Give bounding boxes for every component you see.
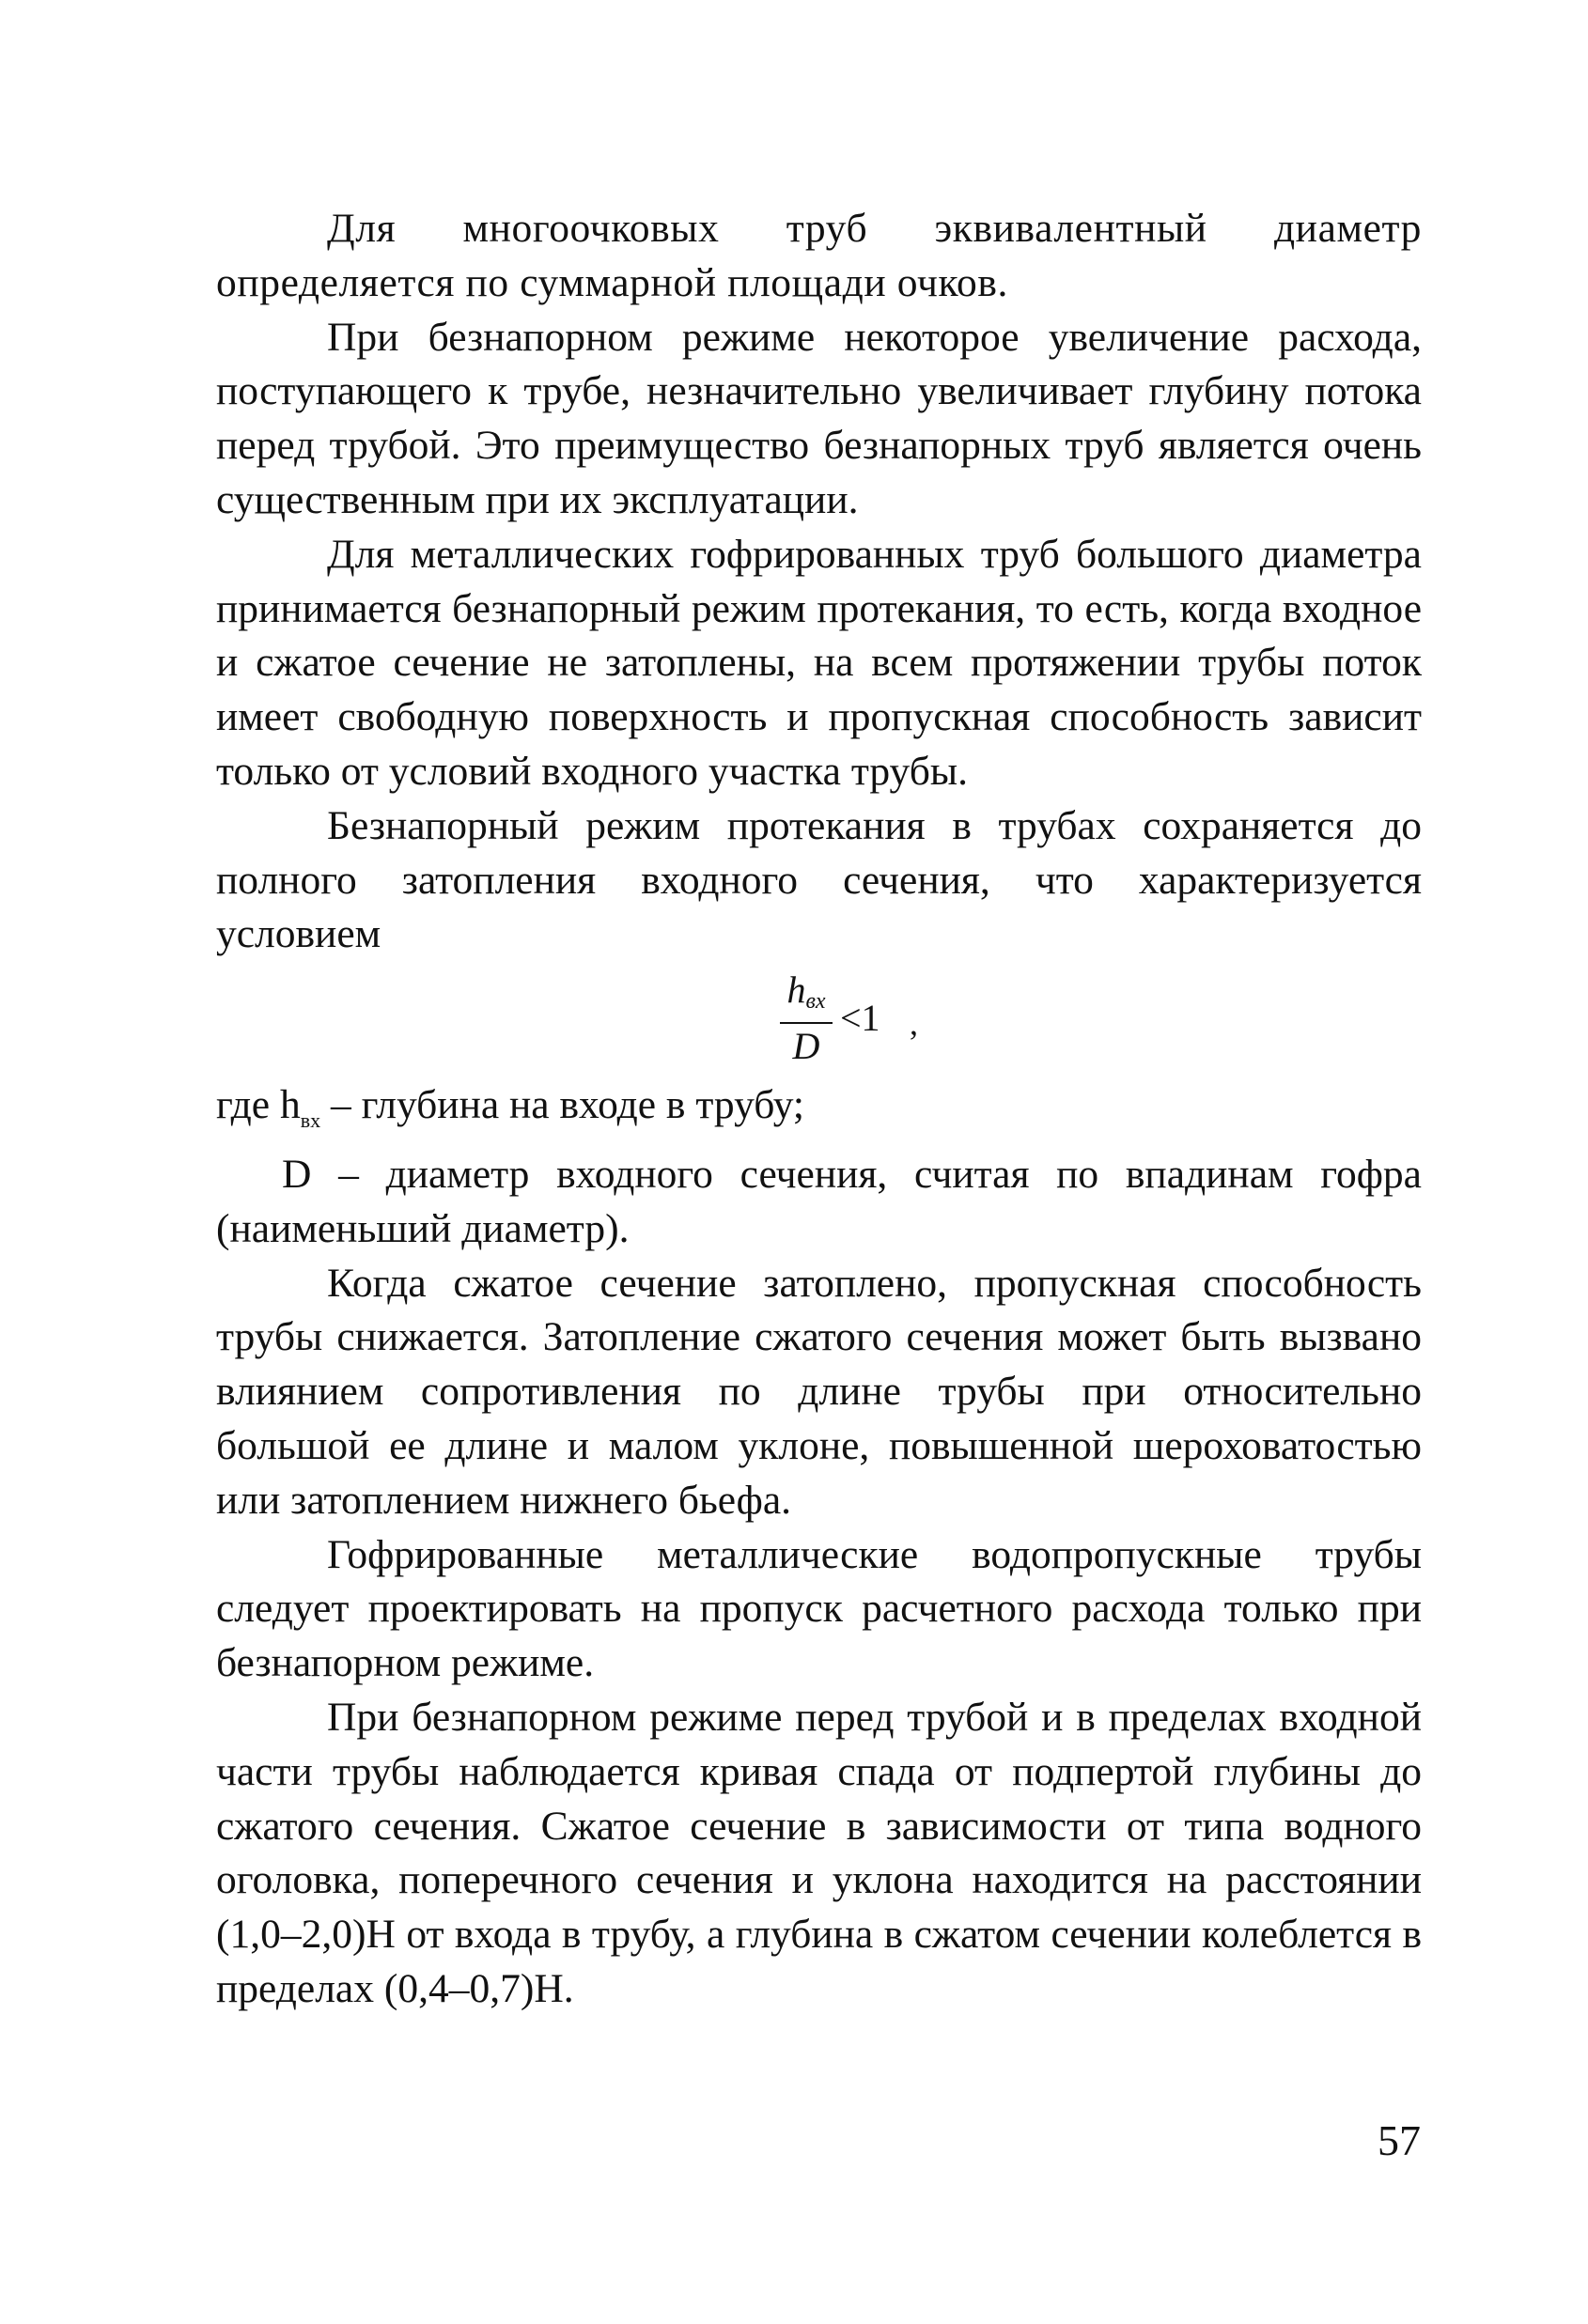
formula-numerator-var: h	[786, 968, 806, 1012]
paragraph-free-flow-condition: Безнапорный режим протекания в трубах сохраняется до полного затопления входного сечения, что характеризуется условием	[216, 802, 1422, 957]
formula-relation: <1	[840, 997, 880, 1040]
where-definition-h	[216, 1078, 1422, 1148]
formula-fraction	[780, 969, 833, 1069]
page-number: 57	[1378, 2116, 1421, 2164]
paragraph-corrugated-pipes: Для металлических гофрированных труб большого диаметра принимается безнапорный режим протекания, то есть, когда входное и сжатое сечение не затоплены, на всем протяжении трубы поток имеет свободную поверхность и пропускная способность зависит только от условий входного участка трубы.	[216, 531, 1422, 794]
paragraph-drawdown-curve: При безнапорном режиме перед трубой и в пределах входной части трубы наблюдается кривая спада от подпертой глубины до сжатого сечения. Сжатое сечение в зависимости от типа водного оголовка, поперечного сечения и уклона находится на расстоянии (1,0–2,0)H от входа в трубу, а глубина в сжатом сечении колеблется в пределах (0,4–0,7)H.	[216, 1694, 1422, 2011]
formula-numerator	[780, 969, 833, 1022]
body-text	[216, 202, 1422, 2017]
formula-comma: ,	[910, 1004, 918, 1043]
where-subscript: вх	[300, 1108, 321, 1133]
where-definition-d: D – диаметр входного сечения, считая по впадинам гофра (наименьший диаметр).	[216, 1151, 1422, 1251]
paragraph-free-flow-advantage: При безнапорном режиме некоторое увеличение расхода, поступающего к трубе, незначительно увеличивает глубину потока перед трубой. Это преимущество безнапорных труб является очень существенным при их эксплуатации.	[216, 314, 1422, 522]
paragraph-design-requirement: Гофрированные металлические водопропускные трубы следует проектировать на пропуск расчетного расхода только при безнапорном режиме.	[216, 1531, 1422, 1686]
paragraph-submerged-section: Когда сжатое сечение затоплено, пропускная способность трубы снижается. Затопление сжатого сечения может быть вызвано влиянием сопротивления по длине трубы при относительно большой ее длине и малом уклоне, повышенной шероховатостью или затоплением нижнего бьефа.	[216, 1260, 1422, 1523]
formula-numerator-subscript: вх	[805, 989, 826, 1015]
where-text: – глубина на входе в трубу;	[320, 1082, 804, 1128]
formula-denominator: D	[792, 1025, 820, 1068]
condition-formula	[216, 969, 1422, 1078]
paragraph-multi-opening-pipes: Для многоочковых труб эквивалентный диаметр определяется по суммарной площади очков.	[216, 206, 1422, 305]
where-lead: где h	[216, 1082, 301, 1128]
